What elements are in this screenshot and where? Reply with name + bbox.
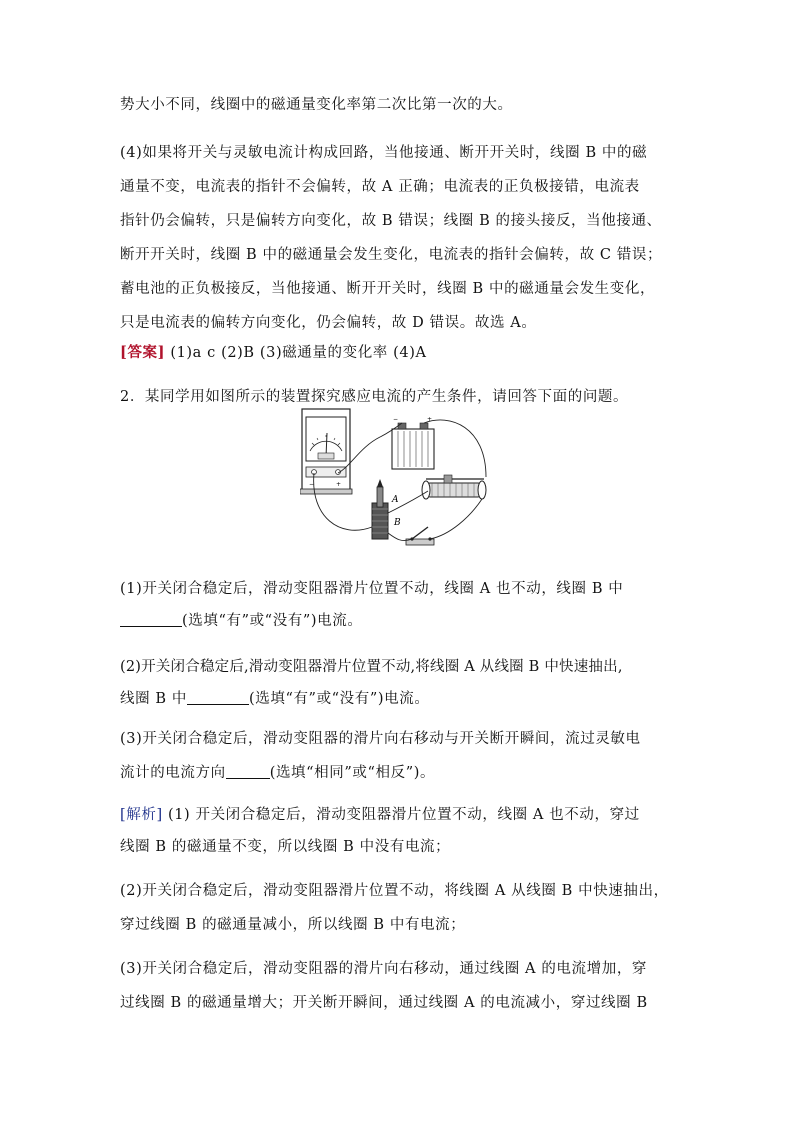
question-line: (3)开关闭合稳定后，滑动变阻器的滑片向右移动与开关断开瞬间，流过灵敏电 — [120, 731, 641, 747]
text-line: (4)如果将开关与灵敏电流计构成回路，当他接通、断开开关时，线圈 B 中的磁 — [120, 145, 648, 161]
battery — [392, 416, 434, 469]
text-line: 指针仍会偏转，只是偏转方向变化，故 B 错误；线圈 B 的接头接反，当他接通、 — [120, 213, 662, 229]
answer-blank[interactable] — [187, 688, 249, 705]
question-line: (选填“有”或“没有”)电流。 — [120, 604, 680, 638]
question-stem: 2．某同学用如图所示的装置探究感应电流的产生条件，请回答下面的问题。 — [120, 389, 629, 405]
text-line: 势大小不同，线圈中的磁通量变化率第二次比第一次的大。 — [120, 97, 513, 113]
analysis-line: 穿过线圈 B 的磁通量减小，所以线圈 B 中有电流； — [120, 917, 466, 933]
question-line: 线圈 B 中 (选填“有”或“没有”)电流。 — [120, 682, 680, 716]
analysis-tag: [解析] — [120, 807, 163, 823]
question-line: (1)开关闭合稳定后，滑动变阻器滑片位置不动，线圈 A 也不动，线圈 B 中 — [120, 581, 624, 597]
apparatus-figure — [300, 407, 492, 555]
slider-icon — [444, 475, 452, 483]
text-line: 通量不变，电流表的指针不会偏转，故 A 正确；电流表的正负极接错，电流表 — [120, 179, 640, 195]
coil-a-label: A — [392, 495, 399, 505]
analysis-line: (3)开关闭合稳定后，滑动变阻器的滑片向右移动，通过线圈 A 的电流增加，穿 — [120, 961, 648, 977]
text-line: 断开开关时，线圈 B 中的磁通量会发生变化，电流表的指针会偏转，故 C 错误； — [120, 247, 663, 263]
analysis-line: 过线圈 B 的磁通量增大；开关断开瞬间，通过线圈 A 的电流减小，穿过线圈 B — [120, 995, 648, 1011]
question-line: 流计的电流方向 (选填“相同”或“相反”)。 — [120, 756, 680, 790]
meter-minus-label: − — [309, 481, 315, 488]
answer-line — [120, 336, 680, 370]
analysis-line: 线圈 B 的磁通量不变，所以线圈 B 中没有电流； — [120, 839, 451, 855]
answer-blank[interactable] — [226, 762, 270, 779]
battery-minus-label: − — [393, 416, 399, 423]
switch — [406, 527, 434, 545]
rheostat — [422, 475, 486, 499]
text-line: 只是电流表的偏转方向变化，仍会偏转，故 D 错误。故选 A。 — [120, 315, 537, 331]
coil-b-label: B — [394, 518, 401, 528]
analysis-line: (2)开关闭合稳定后，滑动变阻器滑片位置不动，将线圈 A 从线圈 B 中快速抽出， — [120, 883, 669, 899]
galvanometer — [300, 409, 352, 494]
text-line: 蓄电池的正负极接反，当他接通、断开开关时，线圈 B 中的磁通量会发生变化， — [120, 281, 656, 297]
analysis-line: [解析] (1) 开关闭合稳定后，滑动变阻器滑片位置不动，线圈 A 也不动，穿过 — [120, 807, 640, 823]
answer-tag: [答案] — [120, 344, 166, 361]
meter-plus-label: + — [336, 481, 342, 488]
answer-blank[interactable] — [120, 610, 182, 627]
answer-text: (1)a c (2)B (3)磁通量的变化率 (4)A — [170, 345, 427, 361]
question-line: (2)开关闭合稳定后,滑动变阻器滑片位置不动,将线圈 A 从线圈 B 中快速抽出, — [120, 659, 623, 675]
battery-plus-label: + — [427, 416, 433, 423]
